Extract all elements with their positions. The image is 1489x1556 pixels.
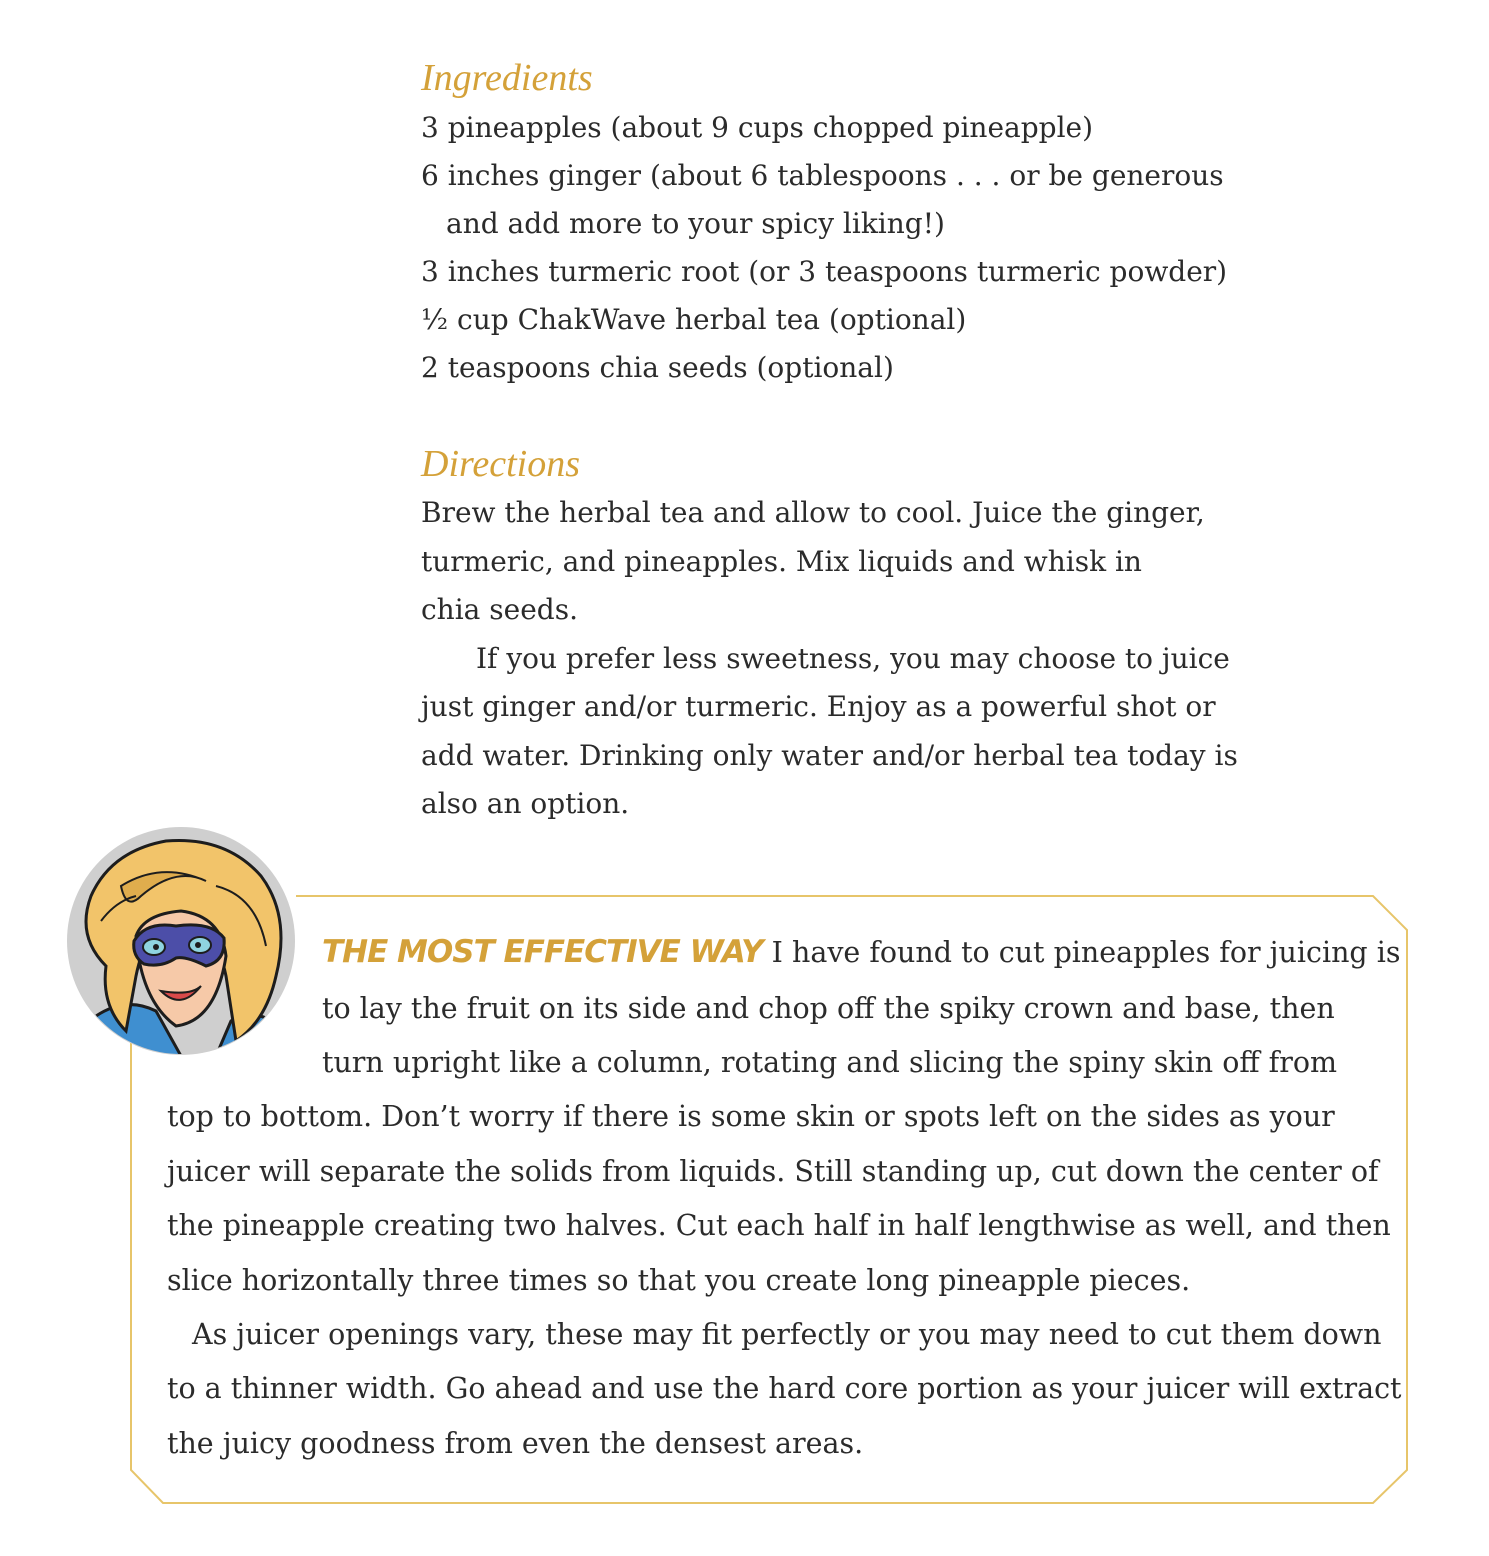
superhero-avatar (66, 826, 296, 1056)
list-item: 2 teaspoons chia seeds (optional) (421, 351, 894, 384)
tip-line: slice horizontally three times so that you create long pineapple pieces. (167, 1264, 1191, 1297)
directions-line: chia seeds. (421, 593, 578, 626)
directions-heading: Directions (421, 443, 581, 485)
directions-text (421, 489, 1238, 829)
tip-line: turn upright like a column, rotating and slicing the spiny skin off from (322, 1046, 1338, 1079)
ingredients-list (421, 104, 1228, 392)
ingredients-heading: Ingredients (421, 57, 593, 99)
list-item: 6 inches ginger (about 6 tablespoons . . . or be generous (421, 159, 1224, 192)
tip-line: to lay the fruit on its side and chop off the spiky crown and base, then (322, 992, 1335, 1025)
tip-first-line (322, 935, 1400, 970)
directions-line: turmeric, and pineapples. Mix liquids and whisk in (421, 544, 1142, 578)
directions-line: also an option. (421, 787, 630, 820)
list-item: 3 inches turmeric root (or 3 teaspoons turmeric powder) (421, 255, 1228, 288)
tip-line: to a thinner width. Go ahead and use the hard core portion as your juicer will extract (167, 1372, 1402, 1405)
list-item: 3 pineapples (about 9 cups chopped pineapple) (421, 111, 1094, 144)
tip-line: top to bottom. Don’t worry if there is some skin or spots left on the sides as your (167, 1100, 1335, 1133)
directions-line: just ginger and/or turmeric. Enjoy as a powerful shot or (421, 690, 1216, 723)
directions-line: If you prefer less sweetness, you may choose to juice (476, 641, 1230, 675)
tip-line: juicer will separate the solids from liquids. Still standing up, cut down the center of (167, 1155, 1379, 1188)
tip-text: I have found to cut pineapples for juicing is (771, 936, 1401, 969)
tip-line: As juicer openings vary, these may fit perfectly or you may need to cut them down (192, 1318, 1382, 1351)
tip-line: the juicy goodness from even the densest areas. (167, 1427, 864, 1460)
list-item: and add more to your spicy liking!) (446, 207, 945, 240)
directions-line: add water. Drinking only water and/or herbal tea today is (421, 738, 1238, 772)
directions-line: Brew the herbal tea and allow to cool. Juice the ginger, (421, 496, 1205, 529)
tip-line: the pineapple creating two halves. Cut each half in half lengthwise as well, and then (167, 1209, 1391, 1242)
list-item: ½ cup ChakWave herbal tea (optional) (421, 303, 967, 336)
tip-lead: THE MOST EFFECTIVE WAY (322, 934, 763, 970)
